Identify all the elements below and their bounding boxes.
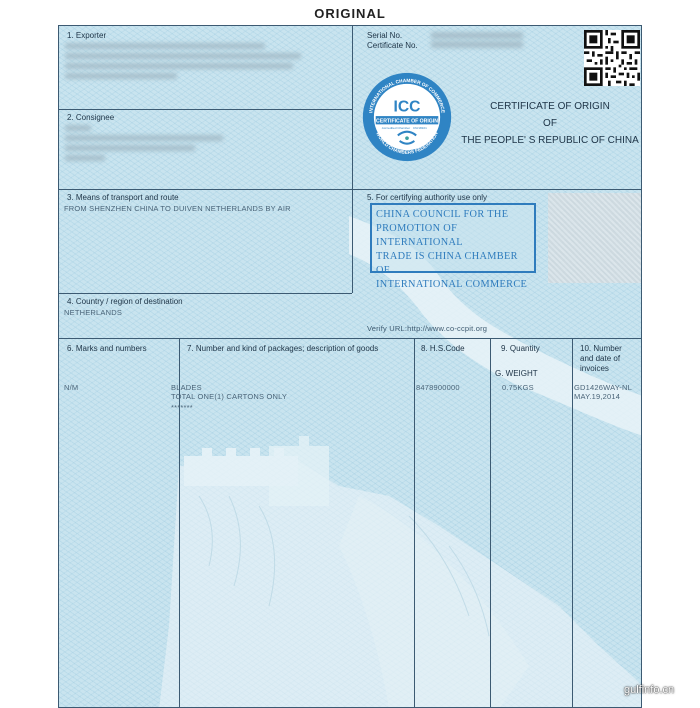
goods-description-1: BLADES bbox=[171, 383, 202, 392]
hs-code-label: 8. H.S.Code bbox=[421, 344, 465, 353]
quantity-label: 9. Quantity bbox=[501, 344, 540, 353]
quantity-value: 0.75KGS bbox=[502, 383, 534, 392]
stamp-line4: INTERNATIONAL COMMERCE bbox=[376, 279, 528, 290]
certificate-heading bbox=[455, 98, 642, 149]
serial-no-redacted bbox=[431, 32, 523, 39]
exporter-redacted bbox=[65, 73, 177, 79]
divider-col-10 bbox=[572, 338, 573, 708]
hs-code-value: 8478900000 bbox=[416, 383, 460, 392]
logo-code: CN/18101 bbox=[412, 125, 427, 130]
logo-sub: Accredited Chamber bbox=[381, 125, 411, 130]
invoice-number-value: GD1426WAY-NL bbox=[574, 383, 632, 392]
document-title: ORIGINAL bbox=[314, 6, 386, 21]
exporter-redacted bbox=[65, 53, 301, 59]
qr-code-icon bbox=[584, 30, 640, 86]
certificate-no-label: Certificate No. bbox=[367, 41, 418, 50]
stamp-line2: PROMOTION OF INTERNATIONAL bbox=[376, 223, 463, 248]
icc-logo bbox=[361, 71, 453, 163]
serial-no-label: Serial No. bbox=[367, 31, 403, 40]
certificate-form bbox=[58, 25, 642, 708]
divider-col-9 bbox=[490, 338, 491, 708]
certificate-no-redacted bbox=[431, 41, 523, 48]
consignee-redacted bbox=[65, 135, 223, 141]
transport-label: 3. Means of transport and route bbox=[67, 193, 179, 202]
divider-vertical-top bbox=[352, 26, 353, 293]
consignee-redacted bbox=[65, 125, 91, 131]
divider-transport-bottom bbox=[59, 293, 352, 294]
invoice-label-line3: invoices bbox=[580, 364, 609, 373]
hologram-seal bbox=[548, 193, 642, 283]
logo-ring-bottom-text: WORLD CHAMBERS FEDERATION bbox=[374, 131, 440, 156]
invoice-label bbox=[580, 344, 622, 374]
stamp-line3: TRADE IS CHINA CHAMBER OF bbox=[376, 251, 518, 276]
logo-mark: ICC bbox=[393, 98, 421, 116]
consignee-redacted bbox=[65, 145, 195, 151]
exporter-redacted bbox=[65, 43, 265, 49]
divider-col-8 bbox=[414, 338, 415, 708]
divider-exporter-bottom bbox=[59, 109, 352, 110]
certificate-heading-line2: OF bbox=[543, 118, 557, 129]
goods-description-2: TOTAL ONE(1) CARTONS ONLY bbox=[171, 392, 288, 401]
stamp-line1: CHINA COUNCIL FOR THE bbox=[376, 209, 509, 220]
certificate-heading-line3: THE PEOPLE' S REPUBLIC OF CHINA bbox=[461, 135, 639, 146]
consignee-redacted bbox=[65, 155, 105, 161]
exporter-redacted bbox=[65, 63, 293, 69]
ccpit-stamp bbox=[370, 203, 536, 290]
certificate-heading-line1: CERTIFICATE OF ORIGIN bbox=[490, 101, 610, 112]
exporter-label: 1. Exporter bbox=[67, 31, 107, 40]
divider-section2-bottom bbox=[59, 189, 642, 190]
invoice-date-value: MAY.19,2014 bbox=[574, 392, 621, 401]
site-watermark: gulfinfo.cn bbox=[624, 684, 675, 696]
transport-value: FROM SHENZHEN CHINA TO DUIVEN NETHERLANDS BY AIR bbox=[64, 204, 291, 213]
gross-weight-label: G. WEIGHT bbox=[495, 369, 538, 378]
consignee-label: 2. Consignee bbox=[67, 113, 115, 122]
marks-value: N/M bbox=[64, 383, 79, 392]
certifying-label: 5. For certifying authority use only bbox=[367, 193, 488, 202]
packages-label: 7. Number and kind of packages; description of goods bbox=[187, 344, 379, 353]
divider-goods-header bbox=[59, 338, 642, 339]
destination-value: NETHERLANDS bbox=[64, 308, 123, 317]
logo-banner: CERTIFICATE OF ORIGIN bbox=[376, 118, 438, 125]
logo-ring-top-text: INTERNATIONAL CHAMBER OF COMMERCE bbox=[369, 78, 445, 114]
marks-label: 6. Marks and numbers bbox=[67, 344, 147, 353]
invoice-label-line2: and date of bbox=[580, 354, 621, 363]
invoice-label-line1: 10. Number bbox=[580, 344, 622, 353]
verify-url: Verify URL:http://www.co-ccpit.org bbox=[367, 324, 488, 333]
goods-description-3: ******* bbox=[171, 403, 193, 412]
destination-label: 4. Country / region of destination bbox=[67, 297, 183, 306]
